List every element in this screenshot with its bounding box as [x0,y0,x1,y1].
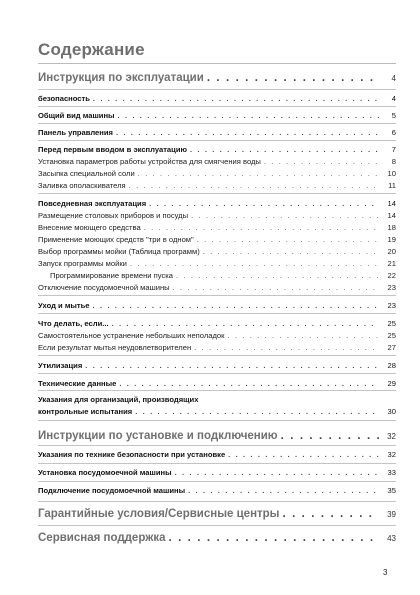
toc-dot-leader [129,182,379,190]
toc-divider [38,501,396,502]
toc-entry-page: 30 [387,407,396,416]
toc-entry[interactable] [38,182,396,190]
toc-dot-leader [112,320,379,328]
toc-entry-title: Отключение посудомоечной машины [38,283,170,292]
toc-entry-title: Инструкции по установке и подключению [38,430,278,442]
toc-entry-title: Установка посудомоечной машины [38,468,172,477]
toc-entry-page: 29 [387,379,396,388]
toc-entry-page: 23 [387,283,396,292]
toc-dot-leader [281,430,379,443]
toc-entry-title: Запуск программы мойки [38,259,127,268]
toc-dot-leader [119,380,379,388]
toc-divider [38,193,396,194]
toc-dot-leader [228,451,379,459]
toc-entry[interactable] [38,170,396,178]
toc-entry-title: Подключение посудомоечной машины [38,486,186,495]
toc-entry-title: безопасность [38,94,90,103]
toc-entry-page: 21 [387,259,396,268]
toc-entry[interactable] [38,200,396,208]
toc-entry-title: Внесение моющего средства [38,223,141,232]
toc-divider [38,295,396,296]
toc-entry[interactable] [38,224,396,232]
toc-entry[interactable] [38,260,396,268]
toc-entry-title: Выбор программы мойки (Таблица программ) [38,247,200,256]
toc-entry-title: Утилизация [38,361,83,370]
toc-entry-page: 25 [387,331,396,340]
toc-divider [38,89,396,90]
toc-entry[interactable] [38,248,396,256]
toc-entry-title: Панель управления [38,128,113,137]
toc-entry-page: 18 [387,223,396,232]
toc-entry[interactable] [38,320,396,328]
toc-entry-page: 35 [387,486,396,495]
toc-entry-page: 33 [387,468,396,477]
toc-entry[interactable] [38,158,396,166]
table-of-contents [38,0,396,595]
toc-entry[interactable] [38,284,396,292]
toc-dot-leader [191,212,379,220]
toc-dot-leader [176,272,379,280]
toc-divider [38,463,396,464]
toc-entry[interactable] [38,344,396,352]
toc-entry-page: 25 [387,319,396,328]
toc-entry-page: 4 [391,74,396,83]
toc-entry[interactable] [38,532,396,545]
toc-entry-title: Засыпка специальной соли [38,169,135,178]
toc-entry-page: 39 [387,510,396,519]
toc-dot-leader [130,260,379,268]
toc-entry[interactable] [38,146,396,154]
toc-entry[interactable] [38,362,396,370]
toc-dot-leader [283,508,380,521]
toc-entry-page: 43 [387,534,396,543]
toc-divider [38,373,396,374]
toc-entry[interactable] [38,487,396,495]
toc-entry-page: 22 [387,271,396,280]
toc-divider [38,106,396,107]
toc-entry-title: Указания по технике безопасности при установке [38,450,226,459]
toc-divider [38,313,396,314]
toc-entry[interactable] [38,408,396,416]
toc-dot-leader [144,224,379,232]
toc-entry-page: 5 [391,111,396,120]
toc-entry[interactable] [38,469,396,477]
toc-dot-leader [194,344,379,352]
toc-dot-leader [93,302,379,310]
toc-entry[interactable] [38,95,396,103]
toc-entry[interactable] [38,508,396,521]
toc-dot-leader [264,158,379,166]
toc-entry[interactable] [38,451,396,459]
toc-entry-title: Указания для организаций, производящих [38,395,199,404]
toc-dot-leader [173,284,379,292]
toc-entry-title: Уход и мытье [38,301,90,310]
toc-divider [38,355,396,356]
toc-dot-leader [207,72,379,85]
toc-divider [38,445,396,446]
toc-entry-title: Технические данные [38,379,117,388]
toc-dot-leader [85,362,379,370]
toc-entry-title: Повседневная эксплуатация [38,199,147,208]
toc-entry[interactable] [38,332,396,340]
toc-entry-page: 32 [387,450,396,459]
toc-dot-leader [93,95,379,103]
toc-entry-title: Заливка ополаскивателя [38,181,126,190]
toc-dot-leader [138,170,379,178]
toc-entry-title: Что делать, если... [38,319,109,328]
toc-entry-page: 11 [388,181,396,190]
toc-dot-leader [190,146,379,154]
toc-entry[interactable] [38,212,396,220]
toc-entry-title: Если результат мытья неудовлетворителен [38,343,192,352]
toc-entry-title: Размещение столовых приборов и посуды [38,211,189,220]
toc-entry[interactable] [38,112,396,120]
toc-entry[interactable] [38,129,396,137]
toc-entry[interactable] [38,272,396,280]
toc-entry-page: 28 [387,361,396,370]
toc-entry[interactable] [38,430,396,443]
toc-divider [38,420,396,421]
toc-divider [38,481,396,482]
page-number: 3 [383,568,388,577]
toc-entry-title: Сервисная поддержка [38,532,166,544]
toc-divider [38,525,396,526]
toc-entry-title: Установка параметров работы устройства для смягчения воды [38,157,261,166]
toc-entry-title: Гарантийные условия/Сервисные центры [38,508,280,520]
toc-entry-title: контрольные испытания [38,407,133,416]
toc-dot-leader [116,129,379,137]
toc-dot-leader [118,112,379,120]
toc-entry-page: 6 [391,128,396,137]
toc-divider [38,123,396,124]
toc-entry[interactable] [38,236,396,244]
toc-dot-leader [169,532,380,545]
toc-entry-page: 19 [387,235,396,244]
toc-entry-page: 10 [387,169,396,178]
toc-entry-title: Инструкция по эксплуатации [38,72,204,84]
toc-entry-page: 14 [387,199,396,208]
toc-entry-page: 4 [391,94,396,103]
toc-entry-title: Самостоятельное устранение небольших неполадок [38,331,225,340]
toc-entry-page: 32 [387,432,396,441]
toc-entry-title: Общий вид машины [38,111,115,120]
toc-entry[interactable] [38,396,396,404]
toc-divider [38,140,396,141]
toc-divider [38,390,396,391]
toc-entry-title: Применение моющих средств "три в одном" [38,235,194,244]
toc-dot-leader [135,408,379,416]
toc-entry-page: 7 [391,145,396,154]
toc-entry[interactable] [38,72,396,85]
toc-entry-page: 8 [391,157,396,166]
toc-entry-page: 14 [387,211,396,220]
toc-entry-title: Программирование времени пуска [50,271,173,280]
page-title: Содержание [38,40,145,59]
toc-dot-leader [149,200,379,208]
toc-dot-leader [188,487,379,495]
toc-entry-title: Перед первым вводом в эксплуатацию [38,145,187,154]
toc-entry-page: 23 [387,301,396,310]
toc-entry[interactable] [38,380,396,388]
toc-dot-leader [203,248,379,256]
toc-dot-leader [197,236,379,244]
toc-dot-leader [175,469,379,477]
toc-entry-page: 27 [387,343,396,352]
toc-dot-leader [227,332,379,340]
toc-entry[interactable] [38,302,396,310]
toc-entry-page: 20 [387,247,396,256]
